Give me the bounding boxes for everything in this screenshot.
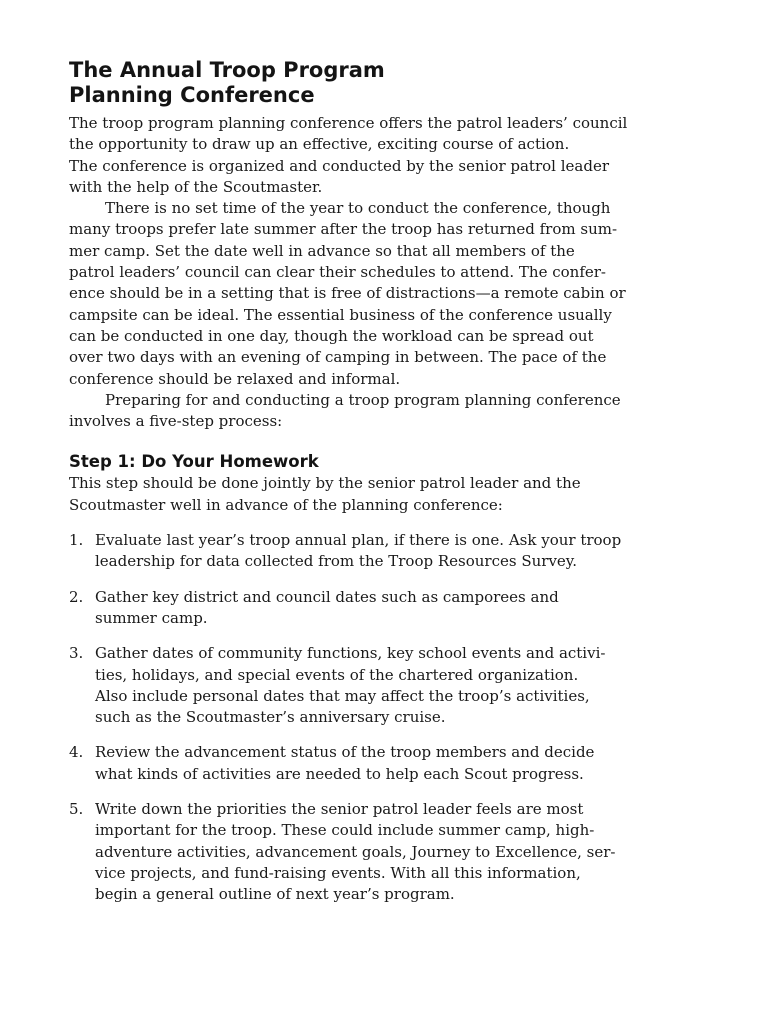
text-line: over two days with an evening of camping in between. The pace of the	[69, 348, 607, 367]
text-line: adventure activities, advancement goals, Journey to Excellence, ser-	[95, 842, 616, 861]
text-line: conference should be relaxed and informal.	[69, 369, 401, 388]
text-line: with the help of the Scoutmaster.	[69, 177, 323, 196]
text-line: patrol leaders’ council can clear their schedules to attend. The confer-	[69, 263, 606, 282]
page-title	[69, 58, 699, 108]
page-title-line-2: Planning Conference	[69, 83, 315, 107]
text-line: Gather dates of community functions, key school events and activi-	[95, 644, 606, 663]
text-line: ties, holidays, and special events of the chartered organization.	[95, 665, 579, 684]
intro-paragraph-2	[69, 198, 699, 390]
text-line: leadership for data collected from the Troop Resources Survey.	[95, 552, 578, 571]
text-line: Evaluate last year’s troop annual plan, if there is one. Ask your troop	[95, 531, 622, 550]
text-line: The conference is organized and conducted by the senior patrol leader	[69, 156, 609, 175]
list-item	[69, 799, 699, 905]
list-item	[69, 587, 699, 630]
text-line: many troops prefer late summer after the troop has returned from sum-	[69, 220, 618, 239]
step-1-heading: Step 1: Do Your Homework	[69, 452, 319, 472]
text-line: Scoutmaster well in advance of the planning conference:	[69, 495, 503, 514]
list-item-number: 5.	[69, 800, 84, 819]
intro-paragraph-1	[69, 113, 699, 198]
step-1-list	[69, 530, 699, 905]
list-item	[69, 643, 699, 728]
text-line: Write down the priorities the senior patrol leader feels are most	[95, 800, 584, 819]
text-line: important for the troop. These could include summer camp, high-	[95, 821, 595, 840]
text-line: mer camp. Set the date well in advance so that all members of the	[69, 241, 575, 260]
text-line: vice projects, and fund-raising events. With all this information,	[95, 863, 581, 882]
text-line: campsite can be ideal. The essential business of the conference usually	[69, 305, 612, 324]
text-line: summer camp.	[95, 608, 208, 627]
text-line: There is no set time of the year to conduct the conference, though	[105, 199, 611, 218]
text-line: what kinds of activities are needed to help each Scout progress.	[95, 764, 584, 783]
text-line: involves a five-step process:	[69, 412, 283, 431]
list-item-number: 4.	[69, 743, 84, 762]
text-line: Gather key district and council dates such as camporees and	[95, 587, 559, 606]
text-line: This step should be done jointly by the senior patrol leader and the	[69, 474, 581, 493]
list-item-number: 2.	[69, 587, 84, 606]
text-line: Review the advancement status of the troop members and decide	[95, 743, 595, 762]
text-line: the opportunity to draw up an effective, exciting course of action.	[69, 135, 570, 154]
intro-paragraph-3	[69, 390, 699, 433]
text-line: such as the Scoutmaster’s anniversary cruise.	[95, 708, 446, 727]
text-line: Also include personal dates that may affect the troop’s activities,	[95, 686, 590, 705]
list-item-number: 3.	[69, 644, 84, 663]
list-item	[69, 530, 699, 573]
text-line: Preparing for and conducting a troop program planning conference	[105, 390, 621, 409]
page-title-line-1: The Annual Troop Program	[69, 58, 385, 82]
text-line: can be conducted in one day, though the workload can be spread out	[69, 326, 594, 345]
step-1-intro	[69, 473, 699, 516]
list-item-number: 1.	[69, 531, 84, 550]
text-line: ence should be in a setting that is free of distractions—a remote cabin or	[69, 284, 626, 303]
document-page	[69, 58, 699, 920]
text-line: The troop program planning conference offers the patrol leaders’ council	[69, 114, 628, 132]
text-line: begin a general outline of next year’s program.	[95, 885, 455, 904]
list-item	[69, 742, 699, 785]
